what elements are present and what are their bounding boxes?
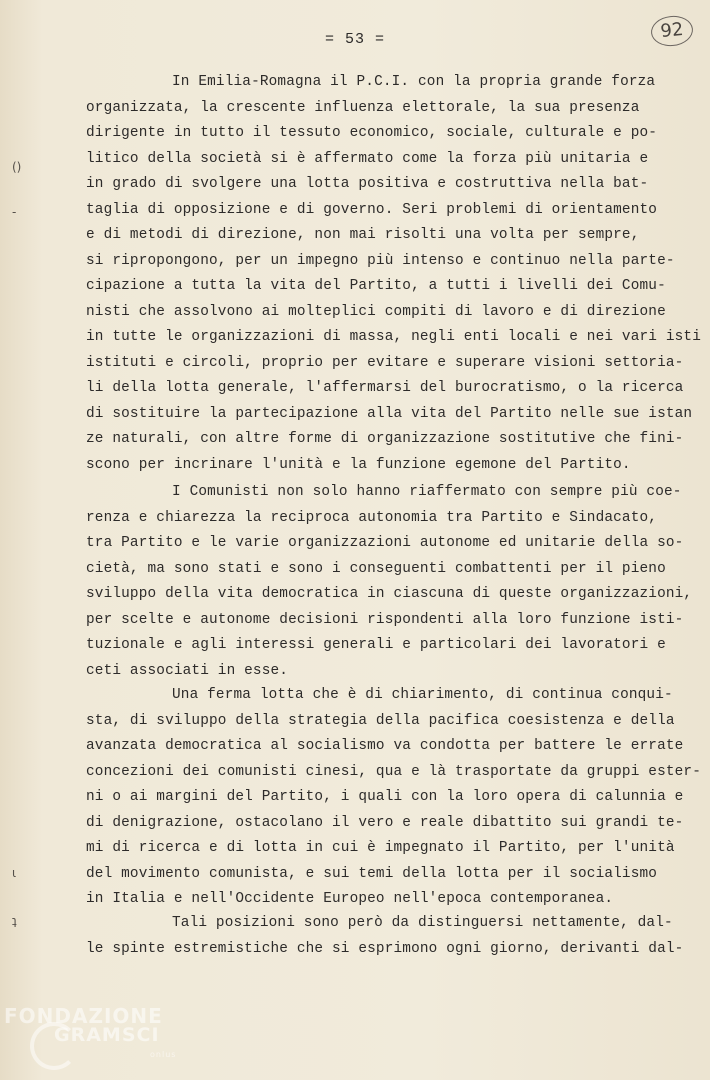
- text-line: li della lotta generale, l'affermarsi del burocratismo, o la ricerca: [86, 380, 684, 396]
- text-line: in grado di svolgere una lotta positiva e costruttiva nella bat-: [86, 176, 649, 192]
- watermark-line-2: GRAMSCI: [54, 1024, 160, 1046]
- text-line: avanzata democratica al socialismo va condotta per battere le errate: [86, 738, 684, 754]
- margin-mark: (): [12, 160, 22, 174]
- text-line: tuzionale e agli interessi generali e particolari dei lavoratori e: [86, 637, 666, 653]
- text-line: organizzata, la crescente influenza elettorale, la sua presenza: [86, 99, 640, 116]
- page-number: = 53 =: [324, 31, 385, 48]
- text-line: mi di ricerca e di lotta in cui è impegnato il Partito, per l'unità: [86, 840, 675, 856]
- paragraph-2: [86, 480, 696, 684]
- text-line: sviluppo della vita democratica in ciascuna di queste organizzazioni,: [86, 586, 693, 602]
- text-line: ceti associati in esse.: [86, 662, 289, 679]
- paragraph-4: [86, 911, 696, 962]
- text-line: concezioni dei comunisti cinesi, qua e là trasportate da gruppi ester-: [86, 763, 702, 780]
- text-line: renza e chiarezza la reciproca autonomia tra Partito e Sindacato,: [86, 509, 658, 526]
- text-line: cietà, ma sono stati e sono i conseguenti combattenti per il pieno: [86, 560, 666, 577]
- paragraph-3: [86, 683, 702, 913]
- text-line: di sostituire la partecipazione alla vita del Partito nelle sue istan: [86, 405, 693, 422]
- archive-number-stamp: 92: [650, 14, 695, 48]
- text-line: e di metodi di direzione, non mai risolti una volta per sempre,: [86, 227, 640, 243]
- watermark-line-1: FONDAZIONE: [4, 1004, 163, 1028]
- text-line: si ripropongono, per un impegno più intenso e continuo nella parte-: [86, 252, 675, 269]
- text-line: Tali posizioni sono però da distinguersi nettamente, dal-: [172, 915, 673, 931]
- text-line: in Italia e nell'Occidente Europeo nell'epoca contemporanea.: [86, 891, 614, 907]
- text-line: scono per incrinare l'unità e la funzione egemone del Partito.: [86, 456, 631, 473]
- text-line: nisti che assolvono ai molteplici compiti di lavoro e di direzione: [86, 303, 666, 320]
- text-line: dirigente in tutto il tessuto economico, sociale, culturale e po-: [86, 125, 658, 141]
- margin-mark: ι: [12, 866, 17, 880]
- watermark-line-3: onlus: [150, 1050, 177, 1059]
- text-line: sta, di sviluppo della strategia della pacifica coesistenza e della: [86, 712, 675, 729]
- text-line: in tutte le organizzazioni di massa, negli enti locali e nei vari isti: [86, 329, 702, 345]
- text-line: ni o ai margini del Partito, i quali con la loro opera di calunnia e: [86, 789, 684, 805]
- text-line: I Comunisti non solo hanno riaffermato con sempre più coe-: [172, 484, 682, 500]
- text-line: Una ferma lotta che è di chiarimento, di continua conqui-: [172, 687, 673, 703]
- paragraph-1: [86, 70, 702, 478]
- text-line: istituti e circoli, proprio per evitare e superare visioni settoria-: [86, 354, 684, 371]
- text-line: litico della società si è affermato come la forza più unitaria e: [86, 150, 649, 167]
- fondazione-gramsci-watermark: [4, 1000, 194, 1080]
- text-line: del movimento comunista, e sui temi della lotta per il socialismo: [86, 865, 658, 882]
- text-line: taglia di opposizione e di governo. Seri problemi di orientamento: [86, 201, 658, 218]
- margin-mark: ʇ: [12, 914, 17, 928]
- text-line: tra Partito e le varie organizzazioni autonome ed unitarie della so-: [86, 535, 684, 551]
- text-line: per scelte e autonome decisioni rispondenti alla loro funzione isti-: [86, 611, 684, 628]
- text-line: le spinte estremistiche che si esprimono ogni giorno, derivanti dal-: [86, 940, 684, 957]
- text-line: ze naturali, con altre forme di organizzazione sostitutive che fini-: [86, 431, 684, 447]
- text-line: In Emilia-Romagna il P.C.I. con la propria grande forza: [172, 74, 656, 90]
- text-line: di denigrazione, ostacolano il vero e reale dibattito sui grandi te-: [86, 814, 684, 831]
- text-line: cipazione a tutta la vita del Partito, a tutti i livelli dei Comu-: [86, 278, 666, 294]
- margin-mark: -: [12, 205, 17, 219]
